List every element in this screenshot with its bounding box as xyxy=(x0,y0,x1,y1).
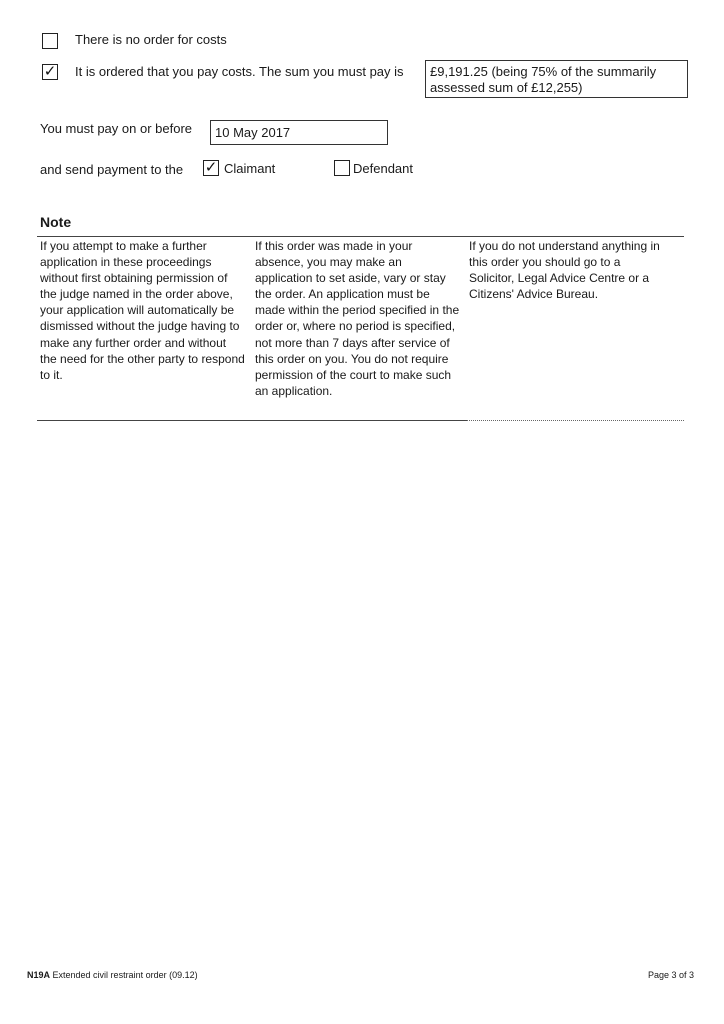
costs-amount-field[interactable]: £9,191.25 (being 75% of the summarily assessed sum of £12,255) xyxy=(425,60,688,98)
defendant-label: Defendant xyxy=(353,161,413,176)
page-number: Page 3 of 3 xyxy=(647,970,694,980)
defendant-checkbox[interactable] xyxy=(334,160,350,176)
form-reference xyxy=(27,970,198,981)
claimant-checkbox[interactable] xyxy=(203,160,219,176)
form-title: Extended civil restraint order (09.12) xyxy=(52,970,198,980)
costs-ordered-checkbox[interactable] xyxy=(42,64,58,80)
note-bottom-rule xyxy=(37,420,467,421)
form-code: N19A xyxy=(27,970,51,980)
claimant-label: Claimant xyxy=(224,161,276,176)
pay-date-label: You must pay on or before xyxy=(40,121,193,136)
no-costs-order-label: There is no order for costs xyxy=(75,32,227,47)
send-payment-label: and send payment to the xyxy=(40,162,184,177)
pay-date-field[interactable]: 10 May 2017 xyxy=(210,120,388,145)
note-bottom-dotted-rule xyxy=(467,420,684,421)
note-top-rule xyxy=(37,236,684,237)
note-column-1: If you attempt to make a further application in these proceedings without first obtaining permission of the judge named in the order above, your application will automatically be dismissed without the judge having to make any further order and without the need for the other party to respond to it. xyxy=(40,239,245,382)
check-icon: ✓ xyxy=(204,159,218,176)
note-column-3: If you do not understand anything in this order you should go to a Solicitor, Legal Advice Centre or a Citizens' Advice Bureau. xyxy=(469,239,660,302)
note-heading: Note xyxy=(40,214,72,230)
check-icon: ✓ xyxy=(43,63,57,80)
no-costs-order-checkbox[interactable] xyxy=(42,33,58,49)
costs-ordered-label: It is ordered that you pay costs. The sum you must pay is xyxy=(75,64,404,79)
note-column-2: If this order was made in your absence, you may make an application to set aside, vary or stay the order. An application must be made within the period specified in the order or, where no period is specified, not more than 7 days after service of this order on you. You do not require permission of the court to make such an application. xyxy=(255,239,460,398)
